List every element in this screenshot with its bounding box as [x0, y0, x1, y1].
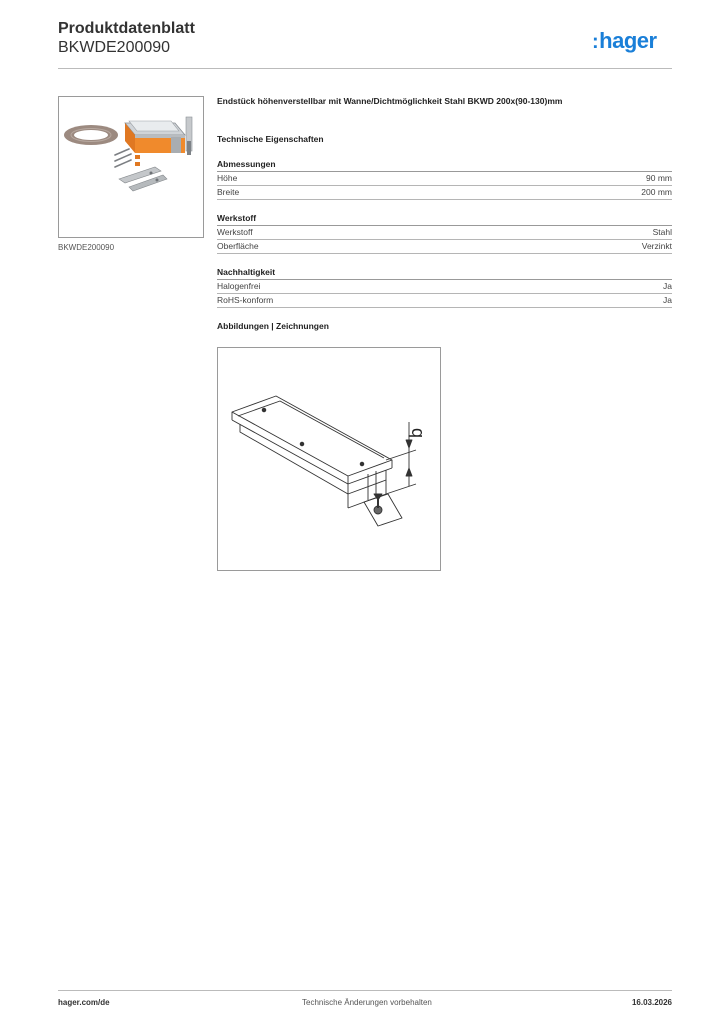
property-row [217, 280, 672, 294]
property-value: 200 mm [641, 187, 672, 197]
property-label: Höhe [217, 173, 238, 183]
product-title: Endstück höhenverstellbar mit Wanne/Dichtmöglichkeit Stahl BKWD 200x(90-130)mm [217, 96, 563, 106]
property-row [217, 226, 672, 240]
property-value: Stahl [652, 227, 672, 237]
property-row [217, 240, 672, 254]
group-material [217, 213, 672, 254]
logo-text: hager [599, 28, 657, 53]
dimension-label: b [406, 427, 426, 438]
footer-divider [58, 990, 672, 991]
property-label: RoHS-konform [217, 295, 274, 305]
property-label: Werkstoff [217, 227, 253, 237]
group-heading: Werkstoff [217, 213, 672, 226]
property-row [217, 186, 672, 200]
figures-heading: Abbildungen | Zeichnungen [217, 321, 329, 331]
logo-dots-icon: : [592, 31, 599, 53]
page-title: Produktdatenblatt [58, 20, 195, 37]
header-divider [58, 68, 672, 69]
hager-logo [592, 28, 657, 54]
property-value: 90 mm [646, 173, 672, 183]
group-heading: Abmessungen [217, 159, 672, 172]
footer-website: hager.com/de [58, 998, 110, 1007]
product-photo-icon [59, 97, 203, 237]
line-drawing-icon [218, 348, 440, 570]
property-label: Halogenfrei [217, 281, 261, 291]
technical-drawing [217, 347, 441, 571]
property-row [217, 294, 672, 308]
group-heading: Nachhaltigkeit [217, 267, 672, 280]
article-number: BKWDE200090 [58, 39, 171, 56]
property-value: Verzinkt [641, 241, 672, 251]
property-label: Oberfläche [217, 241, 259, 251]
property-row [217, 172, 672, 186]
group-dimensions [217, 159, 672, 200]
technical-properties-heading: Technische Eigenschaften [217, 134, 324, 144]
property-value: Ja [663, 281, 672, 291]
product-details [217, 96, 672, 331]
footer-date: 16.03.2026 [631, 998, 672, 1007]
product-image-caption: BKWDE200090 [58, 243, 115, 252]
footer-notice: Technische Änderungen vorbehalten [302, 998, 432, 1007]
property-label: Breite [217, 187, 240, 197]
product-image [58, 96, 204, 238]
property-value: Ja [663, 295, 672, 305]
group-sustainability [217, 267, 672, 308]
